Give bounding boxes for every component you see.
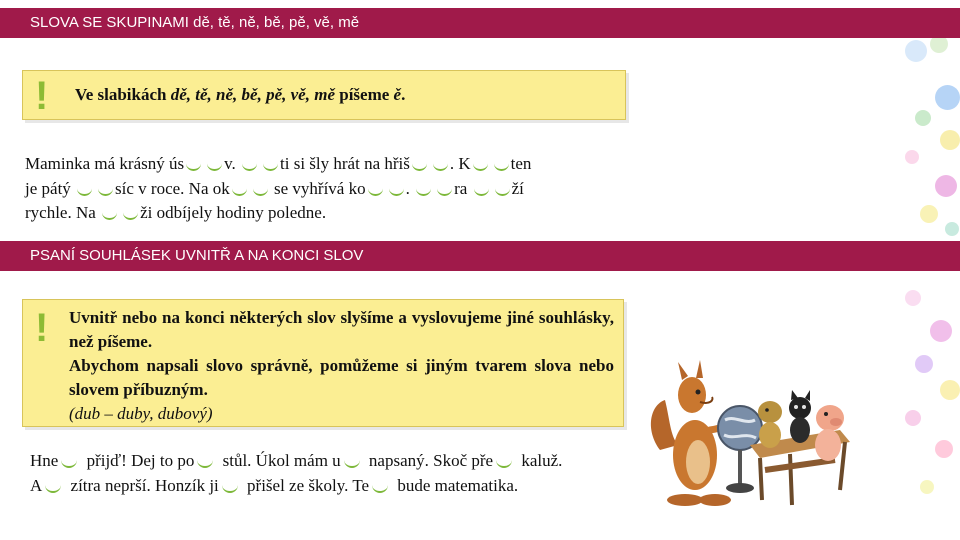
section-title: SLOVA SE SKUPINAMI dě, tě, ně, bě, pě, vě, mě	[30, 14, 360, 31]
blank[interactable]	[242, 159, 278, 169]
blank[interactable]	[495, 456, 515, 466]
blank[interactable]	[416, 184, 452, 194]
blank[interactable]	[44, 481, 64, 491]
rule-box-groups	[22, 70, 626, 120]
exclamation-icon: !	[35, 306, 49, 350]
section-title: PSANÍ SOUHLÁSEK UVNITŘ A NA KONCI SLOV	[30, 247, 364, 264]
blank[interactable]	[232, 184, 268, 194]
exercise-paragraph-groups	[25, 152, 635, 226]
rule-text: Ve slabikách dě, tě, ně, bě, pě, vě, mě píšeme ě.	[75, 85, 406, 104]
blank[interactable]	[186, 159, 222, 169]
blank[interactable]	[368, 184, 404, 194]
exercise-line: Maminka má krásný ús v. ti si šly hrát na hřiš . K ten	[25, 154, 532, 173]
exercise-line: je pátý síc v roce. Na ok se vyhřívá ko . ra ží	[25, 178, 524, 198]
blank[interactable]	[371, 481, 391, 491]
school-animals-illustration	[640, 350, 860, 520]
rule-text: Uvnitř nebo na konci některých slov slyšíme a vyslovujeme jiné souhlásky, než píšeme. Abychom napsali slovo správně, pomůžeme si jiným tvarem slova nebo slovem příbuzným. (dub – duby, dubový)	[69, 306, 614, 426]
rule-box-consonants	[22, 299, 624, 427]
example-text: (dub – duby, dubový)	[69, 404, 213, 423]
blank[interactable]	[343, 456, 363, 466]
blank[interactable]	[412, 159, 448, 169]
exercise-line: A zítra neprší. Honzík ji přišel ze školy. Te bude matematika.	[30, 475, 519, 495]
blank[interactable]	[77, 184, 113, 194]
blank[interactable]	[473, 159, 509, 169]
blank[interactable]	[60, 456, 80, 466]
blank[interactable]	[221, 481, 241, 491]
exclamation-icon: !	[35, 74, 49, 118]
exercise-paragraph-consonants	[30, 449, 630, 498]
section-header-consonants	[0, 241, 960, 271]
exercise-line: Hne přijď! Dej to po stůl. Úkol mám u napsaný. Skoč pře kaluž.	[30, 451, 563, 470]
blank[interactable]	[474, 184, 510, 194]
section-header-groups	[0, 8, 960, 38]
cat-pupil	[789, 390, 811, 443]
blank[interactable]	[102, 208, 138, 218]
blank[interactable]	[196, 456, 216, 466]
exercise-line: rychle. Na ži odbíjely hodiny poledne.	[25, 203, 327, 222]
